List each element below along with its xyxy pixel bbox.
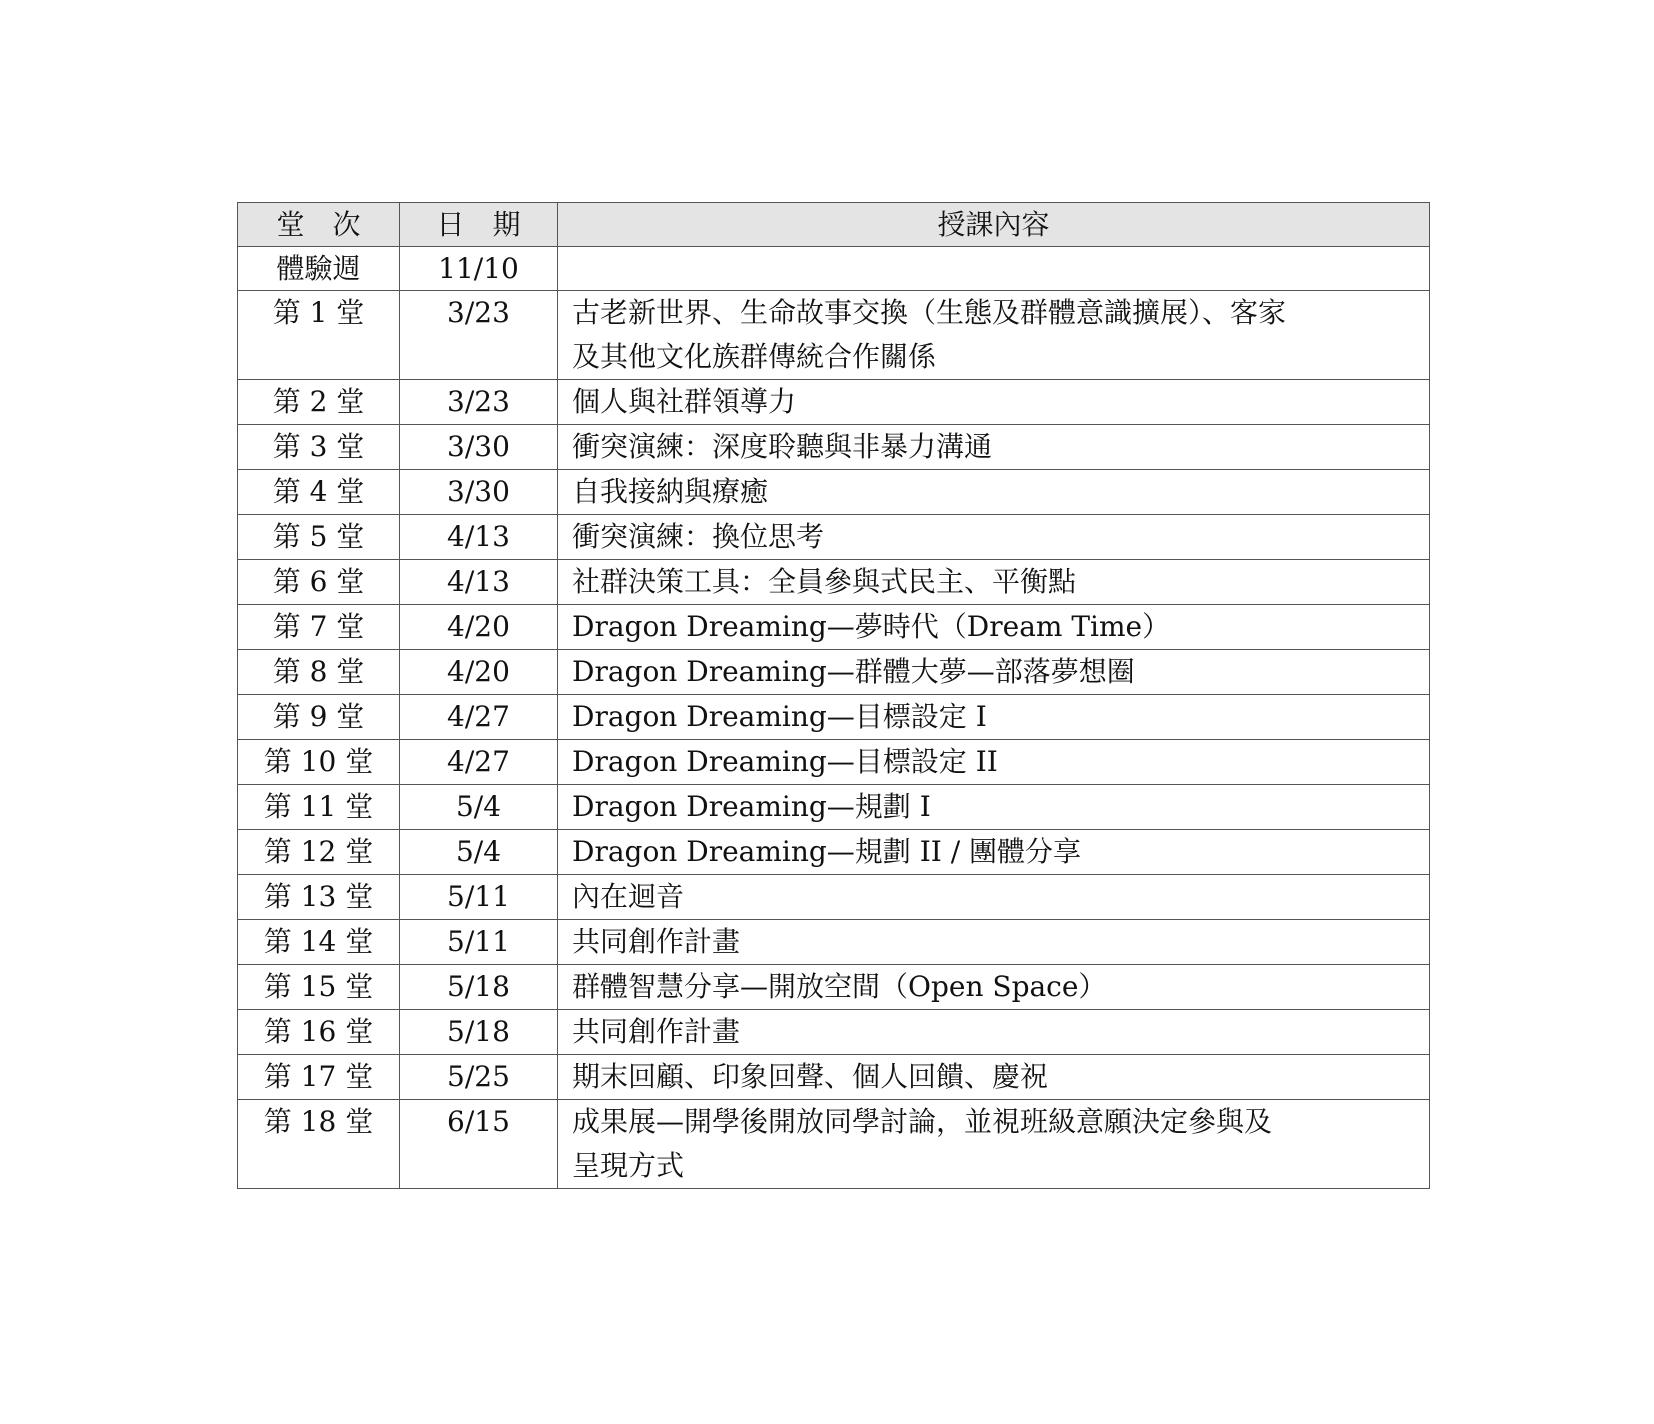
table-row: [238, 1100, 1430, 1189]
session-cell: 第 14 堂: [238, 920, 400, 965]
session-cell: 第 17 堂: [238, 1055, 400, 1100]
content-cell: 群體智慧分享—開放空間（Open Space）: [558, 965, 1430, 1010]
content-cell: 個人與社群領導力: [558, 380, 1430, 425]
session-cell: 第 9 堂: [238, 695, 400, 740]
date-cell: 4/13: [400, 515, 558, 560]
date-cell: 5/25: [400, 1055, 558, 1100]
date-cell: 5/18: [400, 965, 558, 1010]
table-row: [238, 515, 1430, 560]
session-cell: 第 7 堂: [238, 605, 400, 650]
table-row: [238, 425, 1430, 470]
table-row: [238, 560, 1430, 605]
session-cell: 第 15 堂: [238, 965, 400, 1010]
session-cell: 第 13 堂: [238, 875, 400, 920]
date-cell: 4/27: [400, 695, 558, 740]
content-cell: Dragon Dreaming—目標設定 I: [558, 695, 1430, 740]
content-cell: 自我接納與療癒: [558, 470, 1430, 515]
date-cell: 11/10: [400, 247, 558, 291]
content-cell: 共同創作計畫: [558, 1010, 1430, 1055]
session-cell: 第 6 堂: [238, 560, 400, 605]
table-row: [238, 965, 1430, 1010]
session-cell: 第 1 堂: [238, 291, 400, 380]
table-row: [238, 830, 1430, 875]
date-cell: 3/30: [400, 470, 558, 515]
session-cell: 第 8 堂: [238, 650, 400, 695]
date-cell: 5/4: [400, 785, 558, 830]
content-cell: 成果展—開學後開放同學討論，並視班級意願決定參與及 呈現方式: [558, 1100, 1430, 1189]
table-row: [238, 1010, 1430, 1055]
content-cell: 古老新世界、生命故事交換（生態及群體意識擴展）、客家 及其他文化族群傳統合作關係: [558, 291, 1430, 380]
session-cell: 第 4 堂: [238, 470, 400, 515]
date-cell: 4/20: [400, 650, 558, 695]
table-row: [238, 291, 1430, 380]
content-cell: Dragon Dreaming—規劃 II / 團體分享: [558, 830, 1430, 875]
table-row: [238, 875, 1430, 920]
content-cell: 期末回顧、印象回聲、個人回饋、慶祝: [558, 1055, 1430, 1100]
header-row: [238, 203, 1430, 247]
content-cell: Dragon Dreaming—夢時代（Dream Time）: [558, 605, 1430, 650]
session-cell: 第 5 堂: [238, 515, 400, 560]
date-cell: 5/4: [400, 830, 558, 875]
content-cell: 社群決策工具：全員參與式民主、平衡點: [558, 560, 1430, 605]
table-row: [238, 247, 1430, 291]
table-body: [238, 247, 1430, 1189]
table-row: [238, 785, 1430, 830]
session-cell: 體驗週: [238, 247, 400, 291]
session-cell: 第 3 堂: [238, 425, 400, 470]
header-date: 日 期: [400, 203, 558, 247]
date-cell: 4/13: [400, 560, 558, 605]
content-cell: [558, 247, 1430, 291]
table-row: [238, 380, 1430, 425]
table-row: [238, 740, 1430, 785]
date-cell: 4/27: [400, 740, 558, 785]
date-cell: 3/30: [400, 425, 558, 470]
table-row: [238, 695, 1430, 740]
table-row: [238, 1055, 1430, 1100]
content-cell: Dragon Dreaming—規劃 I: [558, 785, 1430, 830]
content-cell: 衝突演練：換位思考: [558, 515, 1430, 560]
table-row: [238, 920, 1430, 965]
session-cell: 第 10 堂: [238, 740, 400, 785]
date-cell: 3/23: [400, 380, 558, 425]
content-cell: Dragon Dreaming—目標設定 II: [558, 740, 1430, 785]
date-cell: 5/18: [400, 1010, 558, 1055]
session-cell: 第 11 堂: [238, 785, 400, 830]
session-cell: 第 18 堂: [238, 1100, 400, 1189]
content-cell: 共同創作計畫: [558, 920, 1430, 965]
header-session: 堂 次: [238, 203, 400, 247]
date-cell: 3/23: [400, 291, 558, 380]
content-cell: Dragon Dreaming—群體大夢—部落夢想圈: [558, 650, 1430, 695]
date-cell: 6/15: [400, 1100, 558, 1189]
session-cell: 第 2 堂: [238, 380, 400, 425]
session-cell: 第 16 堂: [238, 1010, 400, 1055]
table-row: [238, 605, 1430, 650]
course-schedule-table: [237, 202, 1430, 1189]
table-header: [238, 203, 1430, 247]
content-cell: 內在迴音: [558, 875, 1430, 920]
header-content: 授課內容: [558, 203, 1430, 247]
content-cell: 衝突演練：深度聆聽與非暴力溝通: [558, 425, 1430, 470]
date-cell: 5/11: [400, 875, 558, 920]
table-row: [238, 470, 1430, 515]
date-cell: 4/20: [400, 605, 558, 650]
session-cell: 第 12 堂: [238, 830, 400, 875]
table-row: [238, 650, 1430, 695]
date-cell: 5/11: [400, 920, 558, 965]
